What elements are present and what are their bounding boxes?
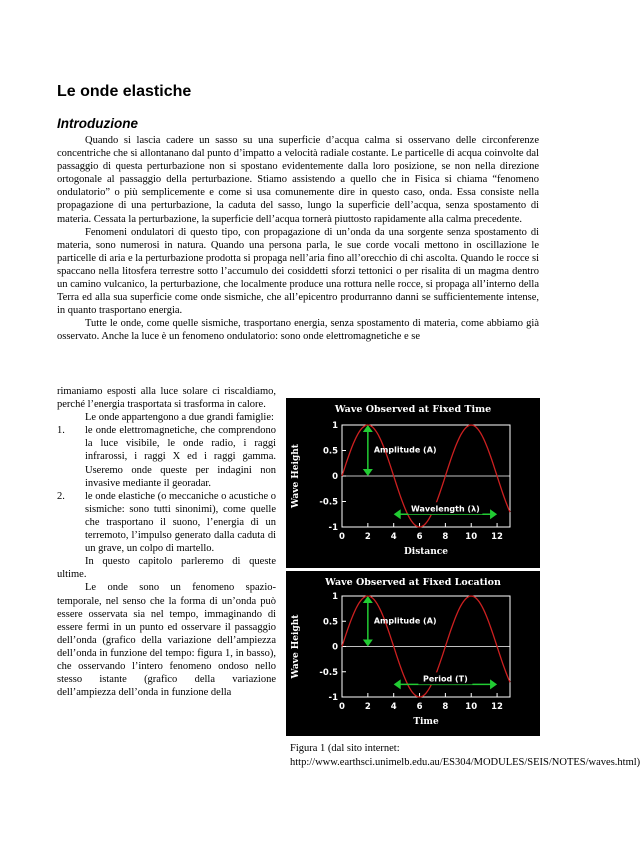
x-tick-label: 4 bbox=[390, 702, 397, 712]
figure-panel-fixed-location bbox=[286, 571, 540, 736]
x-tick-label: 0 bbox=[339, 532, 345, 542]
amplitude-label: Amplitude (A) bbox=[373, 616, 437, 626]
y-axis-label: Wave Height bbox=[291, 614, 301, 679]
paragraph: Quando si lascia cadere un sasso su una superficie d’acqua calma si osservano delle circonferenze concentriche che si allontanano dal punto d’impatto a velocità radiale costante. Le particelle di acqua coinvolte dal passaggio di questa perturbazione non si spostano evidentemente dalla loro posizione, se non nella direzione ortogonale al passaggio della perturbazione. Stiamo assistendo a quello che in Fisica si chiama “fenomeno ondulatorio” o più semplicemente e come si usa comunemente dire in questo caso, onda. Essa consiste nella propagazione di una perturbazione, la caduta del sasso, lungo la superficie dell’acqua, senza spostamento di materia. Cessata la perturbazione, la superficie dell’acqua tornerà piuttosto rapidamente alla calma precedente. bbox=[57, 135, 539, 225]
amplitude-label: Amplitude (A) bbox=[373, 445, 437, 455]
x-tick-label: 6 bbox=[416, 702, 423, 712]
paragraph: Le onde sono un fenomeno spazio-temporale, nel senso che la forma di un’onda può essere osservata sia nel tempo, immaginando di essere fermi in un punto ed osservare il passaggio dell’onda (grafico della variazione dell’ampiezza dell’onda in funzione del tempo: figura 1, in basso), che osservando l’intero fenomeno ondoso nello stesso istante (grafico della variazione dell’ampiezza dell’onda in funzione della bbox=[57, 582, 276, 699]
x-tick-label: 10 bbox=[465, 702, 478, 712]
x-tick-label: 2 bbox=[364, 702, 371, 712]
y-tick-label: 0.5 bbox=[322, 446, 338, 457]
x-tick-label: 0 bbox=[339, 702, 345, 712]
x-tick-label: 12 bbox=[491, 702, 503, 712]
list-text: le onde elastiche (o meccaniche o acustiche o sismiche: sono tutti sinonimi), come quelle che trasportano il suono, l’energia di un terremoto, l’impulso generato dalla caduta di un grave, un colpo di martello. bbox=[85, 490, 276, 555]
y-tick-label: -0.5 bbox=[319, 497, 338, 508]
wave-chart-fixed-time bbox=[286, 398, 540, 568]
list-number: 1. bbox=[57, 425, 65, 437]
paragraph: Le onde appartengono a due grandi famiglie: bbox=[85, 412, 274, 424]
wave-families-list bbox=[57, 424, 276, 555]
y-axis-label: Wave Height bbox=[291, 444, 301, 508]
x-tick-label: 10 bbox=[465, 532, 478, 542]
y-tick-label: -0.5 bbox=[319, 667, 338, 678]
y-tick-label: 1 bbox=[332, 421, 338, 431]
y-tick-label: 1 bbox=[332, 592, 338, 602]
section-heading: Introduzione bbox=[57, 116, 138, 131]
y-tick-label: 0.5 bbox=[322, 617, 338, 628]
x-tick-label: 2 bbox=[364, 532, 371, 542]
span-arrow-head bbox=[490, 679, 497, 689]
span-label: Wavelength (λ) bbox=[410, 504, 480, 514]
amplitude-arrow-head bbox=[363, 640, 373, 647]
span-arrow-head bbox=[394, 679, 401, 689]
x-tick-label: 12 bbox=[491, 532, 503, 542]
x-tick-label: 8 bbox=[442, 702, 449, 712]
paragraph: Fenomeni ondulatori di questo tipo, con propagazione di un’onda da una sorgente senza spostamento di materia, sono numerosi in natura. Quando una persona parla, le sue corde vocali mettono in oscillazione le particelle di aria e la perturbazione prodotta si propaga nell’aria fino all’orecchio di chi ascolta. Quando le rocce si spaccano nella litosfera terrestre sotto l’accumulo dei cosiddetti sforzi tettonici o per risalita di un magma dentro un camino vulcanico, la perturbazione, che localmente produce una rottura nelle rocce, si propaga all’interno della Terra ed alla sua superficie come onde sismiche, che all’epicentro produrranno danni se sufficientemente intense, in quanto trasportano energia. bbox=[57, 226, 539, 317]
paragraph: In questo capitolo parleremo di queste ultime. bbox=[57, 556, 276, 581]
x-axis-label: Distance bbox=[403, 547, 449, 557]
y-tick-label: 0 bbox=[332, 472, 338, 482]
paragraph: rimaniamo esposti alla luce solare ci riscaldiamo, perché l’energia trasportata si trasforma in calore. bbox=[57, 386, 276, 411]
page-title: Le onde elastiche bbox=[57, 83, 192, 100]
span-arrow-head bbox=[490, 509, 497, 519]
amplitude-arrow-head bbox=[363, 469, 373, 476]
figure-caption: Figura 1 (dal sito internet: http://www.earthsci.unimelb.edu.au/ES304/MODULES/SEIS/NOTES/waves.html) bbox=[290, 743, 640, 768]
span-label: Period (T) bbox=[423, 674, 468, 684]
span-arrow-head bbox=[394, 509, 401, 519]
x-tick-label: 8 bbox=[442, 532, 449, 542]
figure-panel-fixed-time bbox=[286, 398, 540, 568]
list-text: le onde elettromagnetiche, che comprendono la luce visibile, le onde radio, i raggi infrarossi, i raggi X ed i raggi gamma. Useremo onde queste per indagini non invasive mediante il georadar. bbox=[85, 425, 276, 489]
wave-chart-fixed-location bbox=[286, 571, 540, 736]
x-axis-label: Time bbox=[413, 717, 439, 727]
list-item bbox=[57, 490, 276, 555]
paragraph: Tutte le onde, come quelle sismiche, trasportano energia, senza spostamento di materia, come abbiamo già osservato. Anche la luce è un fenomeno ondulatorio: sono onde elettromagnetiche e se bbox=[57, 318, 539, 343]
y-tick-label: -1 bbox=[328, 693, 338, 703]
list-number: 2. bbox=[57, 490, 65, 502]
list-item bbox=[57, 424, 276, 489]
chart-title: Wave Observed at Fixed Time bbox=[334, 404, 492, 415]
y-tick-label: 0 bbox=[332, 642, 338, 653]
x-tick-label: 4 bbox=[390, 532, 397, 542]
chart-title: Wave Observed at Fixed Location bbox=[325, 577, 501, 588]
left-column-text bbox=[57, 385, 276, 699]
y-tick-label: -1 bbox=[328, 523, 338, 533]
x-tick-label: 6 bbox=[416, 532, 423, 542]
intro-text bbox=[57, 134, 539, 344]
